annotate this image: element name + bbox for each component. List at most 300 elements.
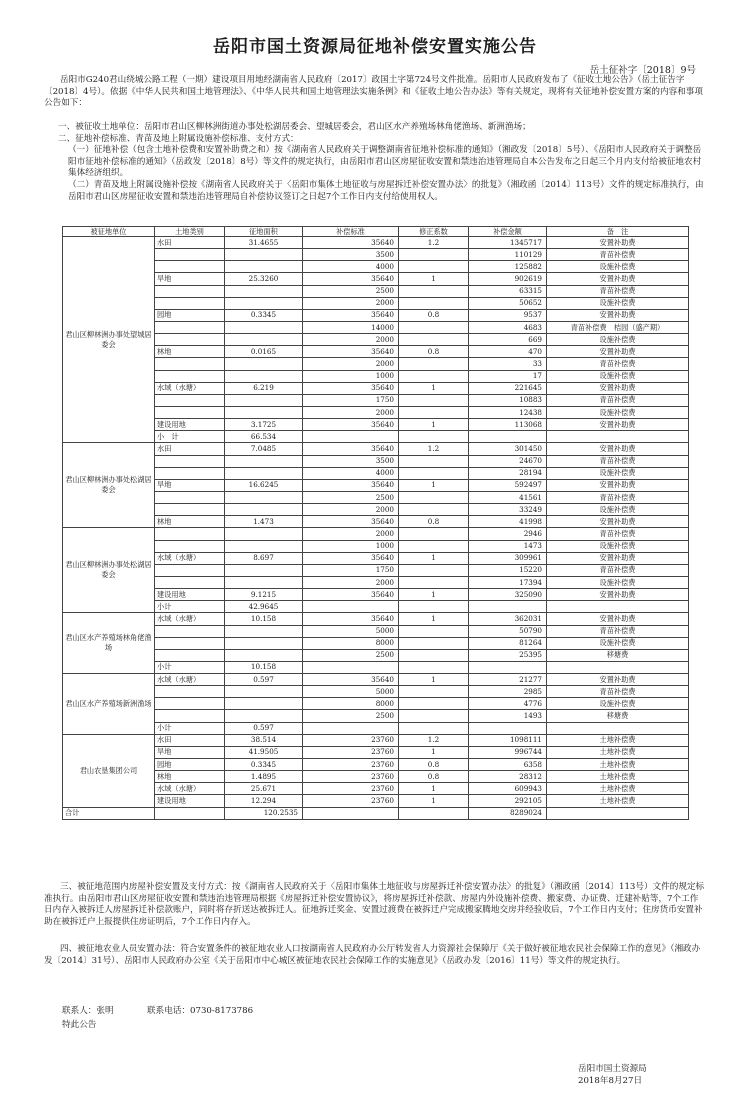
table-cell: 4776 (469, 698, 547, 710)
unit-cell: 君山区水产养殖场林角佬渔场 (63, 613, 155, 674)
table-cell: 669 (469, 334, 547, 346)
table-cell: 1 (399, 746, 469, 758)
table-cell: 水田 (155, 443, 225, 455)
table-cell (399, 504, 469, 516)
table-row (63, 467, 689, 479)
table-cell: 安置补助费 (547, 589, 689, 601)
table-cell: 14000 (303, 321, 399, 333)
unit-cell: 君山农垦集团公司 (63, 734, 155, 807)
table-cell: 旱地 (155, 273, 225, 285)
table-cell: 35640 (303, 479, 399, 491)
table-cell: 28194 (469, 467, 547, 479)
table-cell: 28312 (469, 771, 547, 783)
table-header-cell: 征地面积 (225, 227, 303, 237)
table-cell: 1 (399, 382, 469, 394)
table-cell: 2500 (303, 710, 399, 722)
table-row (63, 661, 689, 673)
table-cell: 35640 (303, 674, 399, 686)
table-cell: 16.6245 (225, 479, 303, 491)
table-row (63, 528, 689, 540)
page-title: 岳阳市国土资源局征地补偿安置实施公告 (213, 37, 537, 57)
table-row (63, 382, 689, 394)
table-header-cell: 补偿标准 (303, 227, 399, 237)
table-row (63, 321, 689, 333)
table-cell (225, 625, 303, 637)
table-cell: 移塘费 (547, 649, 689, 661)
table-cell: 1 (399, 613, 469, 625)
table-cell: 221645 (469, 382, 547, 394)
table-row (63, 273, 689, 285)
table-cell: 2500 (303, 491, 399, 503)
table-cell: 安置补助费 (547, 382, 689, 394)
table-row (63, 649, 689, 661)
table-cell (155, 686, 225, 698)
table-cell (225, 285, 303, 297)
table-row (63, 674, 689, 686)
table-cell (399, 722, 469, 734)
table-cell: 安置补助费 (547, 552, 689, 564)
table-cell: 林地 (155, 346, 225, 358)
table-row (63, 516, 689, 528)
table-cell: 35640 (303, 382, 399, 394)
table-cell: 3500 (303, 249, 399, 261)
table-cell: 2000 (303, 297, 399, 309)
table-cell: 6358 (469, 759, 547, 771)
table-cell: 81264 (469, 637, 547, 649)
table-cell (155, 297, 225, 309)
table-header-cell: 土地类别 (155, 227, 225, 237)
table-cell (225, 261, 303, 273)
table-cell (399, 649, 469, 661)
section-1: 一、被征收土地单位：岳阳市君山区柳林洲街道办事处松湖居委会、望城居委会，君山区水产养殖场林角佬渔场、新洲渔场； (58, 122, 531, 132)
table-cell (155, 576, 225, 588)
table-cell (155, 491, 225, 503)
table-row (63, 601, 689, 613)
table-row (63, 358, 689, 370)
table-cell: 安置补助费 (547, 443, 689, 455)
table-cell: 2000 (303, 576, 399, 588)
table-cell: 23760 (303, 771, 399, 783)
table-cell (155, 406, 225, 418)
table-cell (155, 564, 225, 576)
total-cell (399, 807, 469, 819)
table-cell: 10.158 (225, 613, 303, 625)
table-cell: 35640 (303, 346, 399, 358)
table-cell: 17 (469, 370, 547, 382)
table-cell: 旱地 (155, 479, 225, 491)
unit-cell: 君山区柳林洲办事处松湖居委会 (63, 528, 155, 613)
table-cell: 安置补助费 (547, 237, 689, 249)
table-cell: 0.3345 (225, 309, 303, 321)
table-cell (225, 686, 303, 698)
table-cell: 0.8 (399, 759, 469, 771)
table-cell: 41.9505 (225, 746, 303, 758)
table-row (63, 795, 689, 807)
table-total-row (63, 807, 689, 819)
table-cell: 1.473 (225, 516, 303, 528)
table-row (63, 698, 689, 710)
table-cell: 设施补偿费 (547, 504, 689, 516)
table-cell: 31.4655 (225, 237, 303, 249)
table-cell (225, 334, 303, 346)
table-cell: 1 (399, 783, 469, 795)
table-cell: 325090 (469, 589, 547, 601)
table-cell: 113068 (469, 419, 547, 431)
table-cell: 0.8 (399, 771, 469, 783)
table-cell (225, 540, 303, 552)
section-2: 二、征地补偿标准、青苗及地上附属设施补偿标准、支付方式： (58, 133, 299, 144)
table-cell: 设施补偿费 (547, 637, 689, 649)
table-row (63, 309, 689, 321)
table-cell: 12438 (469, 406, 547, 418)
table-cell: 2000 (303, 358, 399, 370)
total-cell (547, 807, 689, 819)
table-row (63, 686, 689, 698)
table-cell (399, 710, 469, 722)
table-cell: 1000 (303, 540, 399, 552)
table-cell (155, 358, 225, 370)
table-cell: 25.671 (225, 783, 303, 795)
table-cell: 33249 (469, 504, 547, 516)
table-cell: 林地 (155, 771, 225, 783)
table-cell: 23760 (303, 759, 399, 771)
table-cell: 设施补偿费 (547, 297, 689, 309)
table-cell: 2000 (303, 504, 399, 516)
table-row (63, 334, 689, 346)
table-cell (225, 406, 303, 418)
table-cell: 水域（水塘） (155, 783, 225, 795)
table-cell (155, 285, 225, 297)
table-cell: 4000 (303, 261, 399, 273)
table-cell: 1 (399, 552, 469, 564)
table-cell: 安置补助费 (547, 346, 689, 358)
table-cell (155, 467, 225, 479)
unit-cell: 君山区水产养殖场新洲渔场 (63, 674, 155, 735)
table-cell (399, 686, 469, 698)
table-cell: 小计 (155, 601, 225, 613)
table-cell: 青苗补偿费 桔园（盛产期） (547, 321, 689, 333)
table-cell (399, 661, 469, 673)
table-row (63, 504, 689, 516)
table-row (63, 479, 689, 491)
table-cell (399, 358, 469, 370)
table-cell (225, 321, 303, 333)
section-2a: （一）征地补偿（包含土地补偿费和安置补助费之和）按《湖南省人民政府关于调整湖南省征地补偿标准的通知》（湘政发〔2018〕5号）、《岳阳市人民政府关于调整岳阳市征地补偿标准的通知》（岳政发〔2018〕8号）等文件的规定执行，由岳阳市君山区房屋征收安置和禁违治违管理局自本公告发布之日起三个月内支付给被征地农村集体经济组织。 (68, 145, 702, 179)
table-row (63, 394, 689, 406)
total-cell: 8289024 (469, 807, 547, 819)
table-cell: 35640 (303, 613, 399, 625)
table-cell (225, 576, 303, 588)
table-row (63, 249, 689, 261)
table-cell (303, 431, 399, 443)
table-cell: 青苗补偿费 (547, 285, 689, 297)
table-cell: 2500 (303, 649, 399, 661)
table-cell: 水田 (155, 237, 225, 249)
table-cell (399, 698, 469, 710)
table-cell: 35640 (303, 309, 399, 321)
table-cell: 25.3260 (225, 273, 303, 285)
table-row (63, 564, 689, 576)
total-cell: 120.2535 (225, 807, 303, 819)
table-cell: 3500 (303, 455, 399, 467)
table-cell (155, 321, 225, 333)
total-cell: 合计 (63, 807, 155, 819)
table-row (63, 419, 689, 431)
table-cell: 1098111 (469, 734, 547, 746)
table-cell: 0.8 (399, 516, 469, 528)
closing-notice: 特此公告 (62, 1020, 97, 1030)
table-row (63, 285, 689, 297)
table-row (63, 406, 689, 418)
table-cell: 水域（水塘） (155, 552, 225, 564)
table-cell (155, 528, 225, 540)
table-cell (399, 564, 469, 576)
table-cell: 3.1725 (225, 419, 303, 431)
table-cell: 安置补助费 (547, 613, 689, 625)
table-cell: 902619 (469, 273, 547, 285)
table-cell: 470 (469, 346, 547, 358)
table-cell: 5000 (303, 686, 399, 698)
table-cell: 2985 (469, 686, 547, 698)
table-cell: 23760 (303, 783, 399, 795)
table-row (63, 346, 689, 358)
table-cell (469, 431, 547, 443)
table-cell (155, 455, 225, 467)
table-cell (225, 491, 303, 503)
table-row (63, 637, 689, 649)
table-cell (399, 249, 469, 261)
table-row (63, 576, 689, 588)
unit-cell: 君山区柳林洲办事处望城居委会 (63, 237, 155, 443)
table-cell: 25395 (469, 649, 547, 661)
table-cell (547, 661, 689, 673)
table-cell: 设施补偿费 (547, 261, 689, 273)
table-cell: 土地补偿费 (547, 783, 689, 795)
table-cell: 1345717 (469, 237, 547, 249)
table-cell: 0.8 (399, 346, 469, 358)
table-cell (399, 370, 469, 382)
table-cell: 35640 (303, 552, 399, 564)
table-cell: 21277 (469, 674, 547, 686)
table-header-row (63, 227, 689, 237)
table-cell: 青苗补偿费 (547, 528, 689, 540)
table-cell (399, 334, 469, 346)
table-cell: 6.219 (225, 382, 303, 394)
table-row (63, 759, 689, 771)
table-cell: 小计 (155, 661, 225, 673)
table-cell: 设施补偿费 (547, 540, 689, 552)
table-cell: 35640 (303, 419, 399, 431)
table-cell (399, 394, 469, 406)
table-cell (399, 637, 469, 649)
table-cell: 292105 (469, 795, 547, 807)
table-cell: 125882 (469, 261, 547, 273)
table-cell (225, 358, 303, 370)
table-cell (469, 722, 547, 734)
table-cell (155, 504, 225, 516)
table-cell: 建设用地 (155, 589, 225, 601)
table-cell (225, 394, 303, 406)
table-cell: 110129 (469, 249, 547, 261)
table-cell: 41561 (469, 491, 547, 503)
table-cell: 园地 (155, 309, 225, 321)
table-cell (399, 576, 469, 588)
table-cell (155, 540, 225, 552)
table-row (63, 297, 689, 309)
table-cell: 23760 (303, 746, 399, 758)
table-cell: 301450 (469, 443, 547, 455)
compensation-table (62, 226, 689, 820)
table-row (63, 261, 689, 273)
document-number: 岳土征补字〔2018〕9号 (589, 65, 696, 76)
table-cell: 8000 (303, 637, 399, 649)
table-cell: 青苗补偿费 (547, 686, 689, 698)
table-cell: 2500 (303, 285, 399, 297)
total-cell (303, 807, 399, 819)
table-cell: 0.597 (225, 674, 303, 686)
table-row (63, 722, 689, 734)
table-cell: 1 (399, 273, 469, 285)
table-cell (547, 601, 689, 613)
table-cell (225, 528, 303, 540)
table-cell: 安置补助费 (547, 674, 689, 686)
table-row (63, 625, 689, 637)
table-cell (399, 601, 469, 613)
table-cell: 63315 (469, 285, 547, 297)
table-row (63, 491, 689, 503)
table-cell: 23760 (303, 795, 399, 807)
table-cell (225, 467, 303, 479)
table-cell: 1473 (469, 540, 547, 552)
table-cell: 土地补偿费 (547, 759, 689, 771)
table-cell: 1000 (303, 370, 399, 382)
table-cell: 青苗补偿费 (547, 455, 689, 467)
table-row (63, 771, 689, 783)
table-cell: 水域（水塘） (155, 382, 225, 394)
table-cell: 林地 (155, 516, 225, 528)
contact-phone: 联系电话：0730-8173786 (147, 1006, 254, 1016)
table-cell (469, 601, 547, 613)
table-cell: 青苗补偿费 (547, 249, 689, 261)
table-cell: 安置补助费 (547, 309, 689, 321)
table-cell: 设施补偿费 (547, 698, 689, 710)
table-cell: 园地 (155, 759, 225, 771)
table-cell: 青苗补偿费 (547, 394, 689, 406)
signature-organization: 岳阳市国土资源局 (578, 1064, 647, 1074)
contact-person: 联系人：张明 (62, 1006, 114, 1016)
table-cell: 安置补助费 (547, 479, 689, 491)
table-cell (225, 637, 303, 649)
table-cell: 609943 (469, 783, 547, 795)
table-cell (399, 625, 469, 637)
table-cell (225, 504, 303, 516)
table-cell: 1.2 (399, 734, 469, 746)
table-cell (399, 321, 469, 333)
table-cell: 362031 (469, 613, 547, 625)
table-cell: 1750 (303, 394, 399, 406)
intro-paragraph: 岳阳市G240君山绕城公路工程（一期）建设项目用地经湖南省人民政府〔2017〕政国土字第724号文件批准。岳阳市人民政府发布了《征收土地公告》（岳土征告字〔2018〕4号）。依据《中华人民共和国土地管理法》、《中华人民共和国土地管理法实施条例》和《征收土地公告办法》等有关规定，现将有关征地补偿安置方案的内容和事项公告如下： (44, 75, 703, 109)
table-cell: 50652 (469, 297, 547, 309)
table-cell (225, 649, 303, 661)
table-cell: 12.294 (225, 795, 303, 807)
table-row (63, 455, 689, 467)
table-cell: 0.597 (225, 722, 303, 734)
table-cell: 1 (399, 589, 469, 601)
table-cell: 水田 (155, 734, 225, 746)
table-header-cell: 修正系数 (399, 227, 469, 237)
table-cell (225, 698, 303, 710)
table-row (63, 370, 689, 382)
table-cell (399, 467, 469, 479)
table-cell: 33 (469, 358, 547, 370)
total-cell (155, 807, 225, 819)
table-cell: 15220 (469, 564, 547, 576)
table-cell: 土地补偿费 (547, 734, 689, 746)
table-cell: 1.4895 (225, 771, 303, 783)
table-cell: 1 (399, 674, 469, 686)
table-header-cell: 被征地单位 (63, 227, 155, 237)
table-cell: 17394 (469, 576, 547, 588)
table-cell: 青苗补偿费 (547, 625, 689, 637)
table-cell (155, 710, 225, 722)
table-cell (399, 406, 469, 418)
table-cell (303, 601, 399, 613)
table-cell: 2000 (303, 406, 399, 418)
table-cell: 38.514 (225, 734, 303, 746)
table-cell: 1.2 (399, 443, 469, 455)
table-cell: 996744 (469, 746, 547, 758)
table-cell (155, 261, 225, 273)
table-header-cell: 补偿金额 (469, 227, 547, 237)
table-cell: 23760 (303, 734, 399, 746)
table-cell: 水域（水塘） (155, 613, 225, 625)
table-cell (399, 540, 469, 552)
sections-block (44, 122, 706, 203)
table-cell (225, 370, 303, 382)
table-row (63, 237, 689, 249)
table-row (63, 613, 689, 625)
table-cell (225, 455, 303, 467)
contact-line (62, 1004, 253, 1016)
table-cell (399, 491, 469, 503)
table-cell (469, 661, 547, 673)
table-cell (155, 370, 225, 382)
table-cell: 土地补偿费 (547, 746, 689, 758)
table-cell: 0.3345 (225, 759, 303, 771)
table-cell: 8000 (303, 698, 399, 710)
table-cell (225, 710, 303, 722)
table-cell: 24670 (469, 455, 547, 467)
table-cell: 设施补偿费 (547, 406, 689, 418)
section-2b: （二）青苗及地上附属设施补偿按《湖南省人民政府关于〈岳阳市集体土地征收与房屋拆迁补偿安置办法〉的批复》（湘政函〔2014〕113号）文件的规定标准执行，由岳阳市君山区房屋征收安置和禁违治违管理局自补偿协议签订之日起7个工作日内支付给使用权人。 (68, 179, 704, 202)
table-cell (399, 431, 469, 443)
table-cell: 5000 (303, 625, 399, 637)
table-cell: 设施补偿费 (547, 334, 689, 346)
table-cell: 设施补偿费 (547, 370, 689, 382)
table-row (63, 552, 689, 564)
table-cell: 309961 (469, 552, 547, 564)
table-cell: 66.534 (225, 431, 303, 443)
table-cell: 安置补助费 (547, 516, 689, 528)
table-cell (399, 528, 469, 540)
table-header-cell: 备 注 (547, 227, 689, 237)
table-cell: 安置补助费 (547, 419, 689, 431)
table-cell: 水域（水塘） (155, 674, 225, 686)
table-cell (303, 661, 399, 673)
table-row (63, 540, 689, 552)
table-cell: 0.0165 (225, 346, 303, 358)
unit-cell: 君山区柳林洲办事处松湖居委会 (63, 443, 155, 528)
